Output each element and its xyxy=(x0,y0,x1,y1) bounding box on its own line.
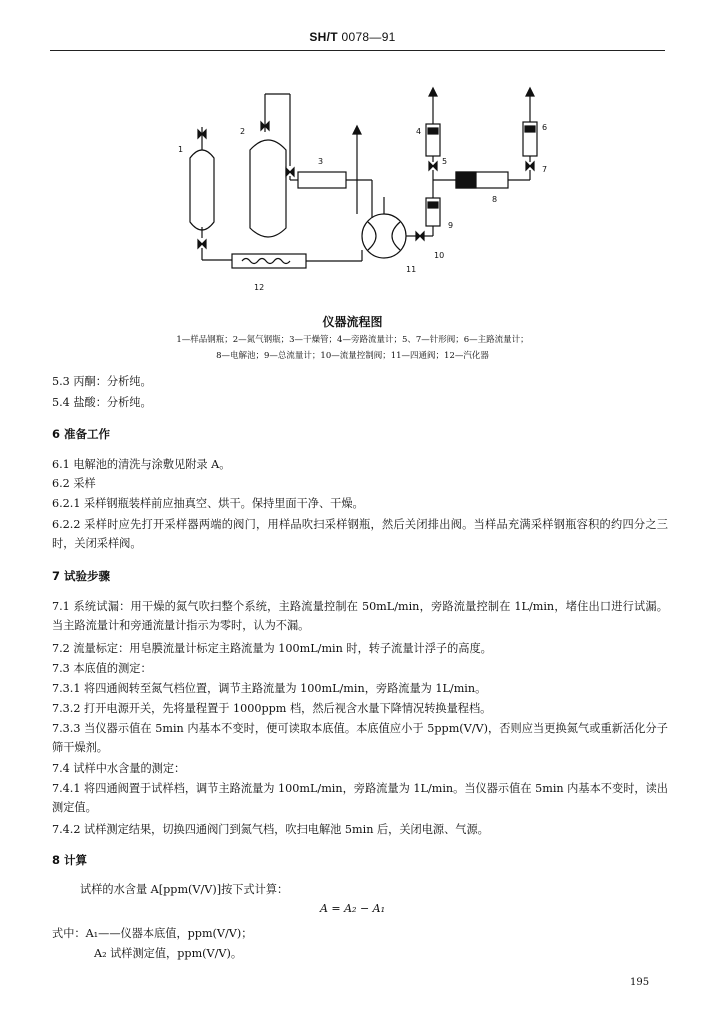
callout-10: 10 xyxy=(434,251,445,260)
main-flowmeter xyxy=(523,88,537,180)
drying-tube xyxy=(298,172,372,218)
callout-3: 3 xyxy=(318,157,324,166)
figure-legend-line-1: 1—样品钢瓶；2—氮气钢瓶；3—干燥管；4—旁路流量计；5、7—针形阀；6—主路流量计； xyxy=(176,335,529,345)
header-rule xyxy=(50,50,665,51)
clause-7-3-1: 7.3.1 将四通阀转至氮气档位置，调节主路流量为 100mL/min，旁路流量为 1L/min。 xyxy=(52,682,487,695)
clause-7-4: 7.4 试样中水含量的测定： xyxy=(52,762,186,775)
four-way-valve xyxy=(353,126,406,258)
clause-6-2-1: 6.2.1 采样钢瓶装样前应抽真空、烘干。保持里面干净、干燥。 xyxy=(52,497,364,510)
nitrogen-cylinder xyxy=(250,94,298,237)
callout-9: 9 xyxy=(448,221,454,230)
where-a2: A₂ 试样测定值，ppm(V/V)。 xyxy=(94,947,243,960)
page-header xyxy=(0,30,705,44)
calc-intro: 试样的水含量 A[ppm(V/V)]按下式计算： xyxy=(80,883,289,896)
instrument-flow-diagram xyxy=(150,72,580,308)
electrolytic-cell xyxy=(456,172,530,188)
clause-5-4: 5.4 盐酸：分析纯。 xyxy=(52,396,152,409)
clause-7-3-2: 7.3.2 打开电源开关，先将量程置于 1000ppm 档，然后视含水量下降情况转换量程档。 xyxy=(52,702,492,715)
clause-7-3: 7.3 本底值的测定： xyxy=(52,662,152,675)
clause-7-1: 7.1 系统试漏：用干燥的氮气吹扫整个系统，主路流量控制在 50mL/min，旁路流量控制在 1L/min，堵住出口进行试漏。当主路流量计和旁通流量计指示为零时，认为不漏。 xyxy=(52,600,668,632)
clause-6-2: 6.2 采样 xyxy=(52,477,96,490)
callout-6: 6 xyxy=(542,123,548,132)
callout-2: 2 xyxy=(240,127,246,136)
sample-cylinder xyxy=(190,127,232,260)
vaporizer xyxy=(232,250,362,268)
section-6-heading: 6 准备工作 xyxy=(52,427,111,441)
callout-11: 11 xyxy=(406,265,417,274)
calc-formula: A = A₂ − A₁ xyxy=(319,902,386,915)
page-number: 195 xyxy=(630,977,650,988)
callout-7: 7 xyxy=(542,165,548,174)
figure-title: 仪器流程图 xyxy=(322,315,383,329)
clause-7-4-2: 7.4.2 试样测定结果，切换四通阀门到氮气档，吹扫电解池 5min 后，关闭电源、气源。 xyxy=(52,823,489,836)
clause-5-3: 5.3 丙酮：分析纯。 xyxy=(52,375,152,388)
callout-1: 1 xyxy=(178,145,184,154)
callout-8: 8 xyxy=(492,195,498,204)
total-flowmeter xyxy=(406,184,440,240)
standard-number: 0078—91 xyxy=(341,30,396,44)
bypass-flowmeter xyxy=(426,88,456,184)
standard-code: SH/T xyxy=(309,30,338,44)
clause-6-2-2: 6.2.2 采样时应先打开采样器两端的阀门，用样品吹扫采样钢瓶，然后关闭排出阀。当样品充满采样钢瓶容积的约四分之三时，关闭采样阀。 xyxy=(52,518,668,550)
clause-7-4-1: 7.4.1 将四通阀置于试样档，调节主路流量为 100mL/min，旁路流量为 1L/min。当仪器示值在 5min 内基本不变时，读出测定值。 xyxy=(52,782,668,814)
callout-numbers xyxy=(178,123,547,292)
section-8-heading: 8 计算 xyxy=(52,853,88,867)
callout-4: 4 xyxy=(416,127,422,136)
callout-12: 12 xyxy=(254,283,265,292)
where-a1: 式中：A₁——仪器本底值，ppm(V/V)； xyxy=(52,927,253,940)
clause-7-3-3: 7.3.3 当仪器示值在 5min 内基本不变时，便可读取本底值。本底值应小于 5ppm(V/V)，否则应当更换氮气或重新活化分子筛干燥剂。 xyxy=(52,722,668,754)
callout-5: 5 xyxy=(442,157,448,166)
section-7-heading: 7 试验步骤 xyxy=(52,569,111,583)
clause-6-1: 6.1 电解池的清洗与涂敷见附录 A。 xyxy=(52,458,231,471)
figure-legend-line-2: 8—电解池；9—总流量计；10—流量控制阀；11—四通阀；12—汽化器 xyxy=(216,351,489,361)
clause-7-2: 7.2 流量标定：用皂膜流量计标定主路流量为 100mL/min 时，转子流量计浮子的高度。 xyxy=(52,642,492,655)
